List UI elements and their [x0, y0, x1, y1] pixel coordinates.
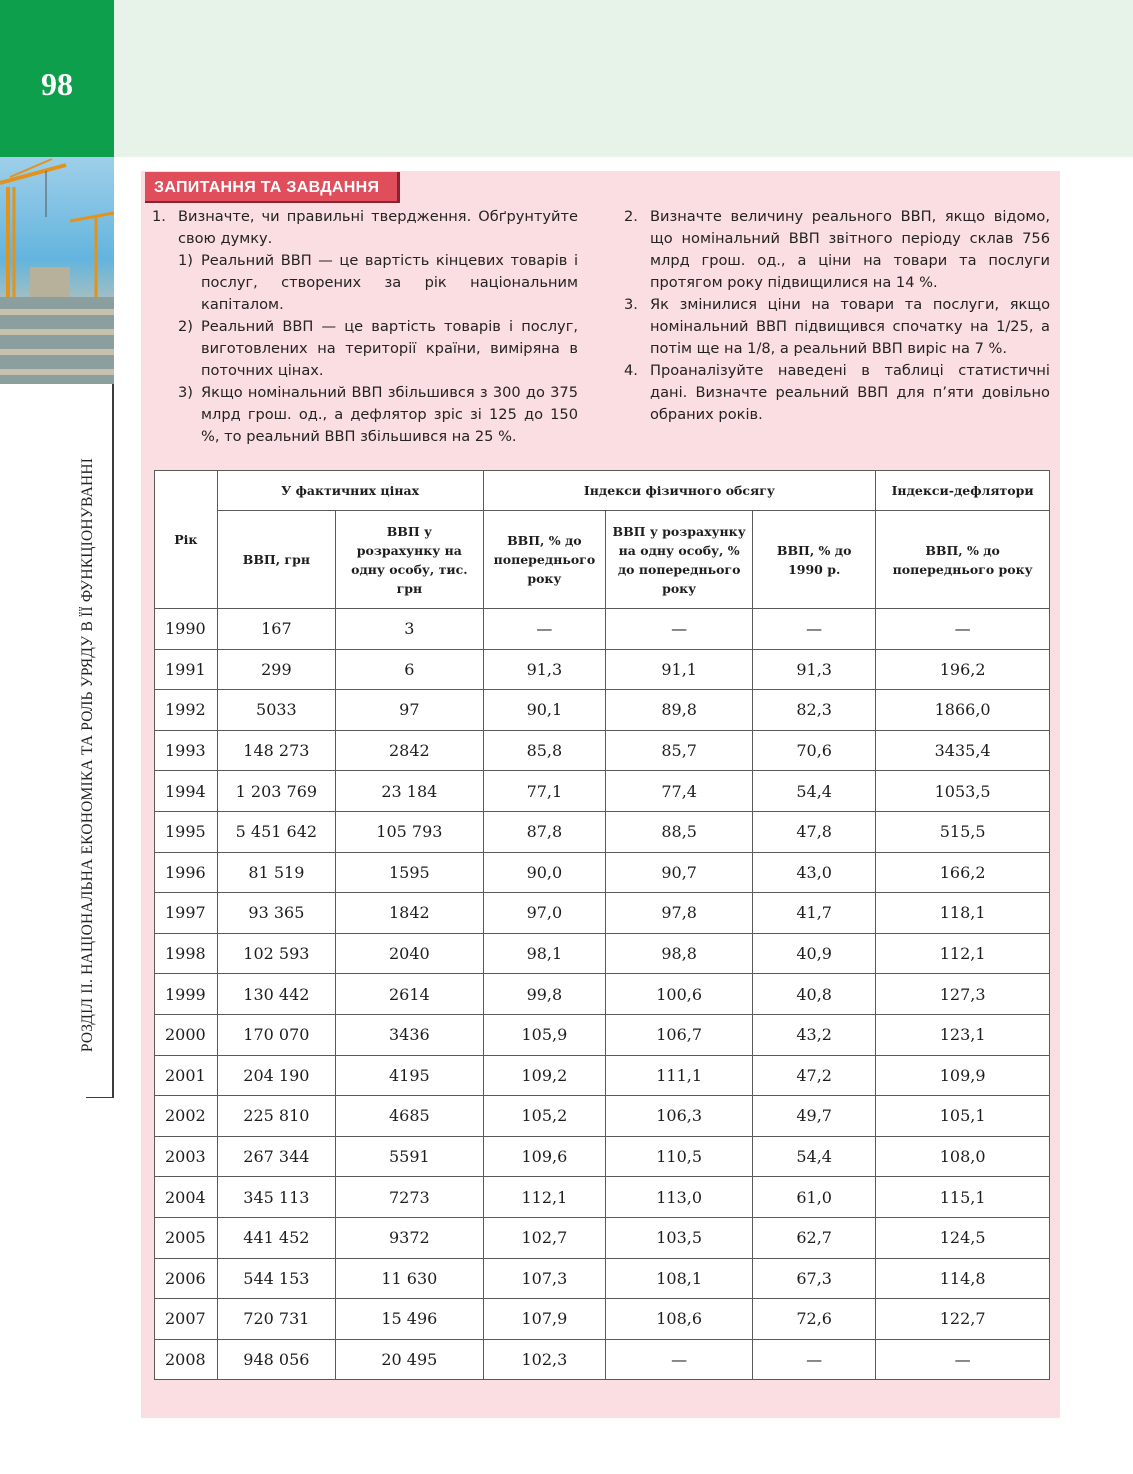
year-cell: 2005	[155, 1217, 218, 1258]
side-rule-foot	[86, 1097, 114, 1098]
statement-text: Реальний ВВП — це вартість кінцевих товарів і послуг, створених за рік національним капіталом.	[201, 252, 578, 313]
value-cell: 97,8	[606, 893, 753, 934]
statement-1	[150, 250, 578, 316]
value-cell: 267 344	[217, 1136, 335, 1177]
construction-photo	[0, 157, 114, 384]
year-cell: 1995	[155, 811, 218, 852]
statement-text: Реальний ВВП — це вартість товарів і послуг, виготовлених на території країни, виміряна в поточних цінах.	[201, 318, 578, 379]
year-cell: 2006	[155, 1258, 218, 1299]
value-cell: 7273	[336, 1177, 483, 1218]
value-cell: 5033	[217, 690, 335, 731]
value-cell: 115,1	[876, 1177, 1050, 1218]
value-cell: 3	[336, 609, 483, 650]
value-cell: 97,0	[483, 893, 606, 934]
question-4	[622, 360, 1050, 426]
value-cell: 105,9	[483, 1014, 606, 1055]
year-cell: 1999	[155, 974, 218, 1015]
group-header-actual-prices: У фактичних цінах	[217, 471, 483, 511]
value-cell: 87,8	[483, 811, 606, 852]
value-cell: 85,8	[483, 730, 606, 771]
value-cell: 108,0	[876, 1136, 1050, 1177]
question-number: 3.	[624, 296, 638, 313]
year-cell: 2004	[155, 1177, 218, 1218]
table-row	[155, 974, 1050, 1015]
value-cell: —	[876, 609, 1050, 650]
value-cell: 110,5	[606, 1136, 753, 1177]
page-number-box	[0, 0, 114, 157]
value-cell: 91,3	[753, 649, 876, 690]
value-cell: 41,7	[753, 893, 876, 934]
value-cell: 98,1	[483, 933, 606, 974]
table-row	[155, 1014, 1050, 1055]
question-number: 2.	[624, 208, 638, 225]
value-cell: —	[753, 1339, 876, 1380]
statement-3	[150, 382, 578, 448]
col-header-gdp-prev-year: ВВП, % до попереднього року	[483, 511, 606, 609]
value-cell: 77,1	[483, 771, 606, 812]
year-cell: 1997	[155, 893, 218, 934]
value-cell: 109,9	[876, 1055, 1050, 1096]
header-band	[114, 0, 1133, 157]
table-row	[155, 1258, 1050, 1299]
value-cell: —	[483, 609, 606, 650]
value-cell: 43,2	[753, 1014, 876, 1055]
year-cell: 1996	[155, 852, 218, 893]
value-cell: 1 203 769	[217, 771, 335, 812]
value-cell: 105 793	[336, 811, 483, 852]
value-cell: 948 056	[217, 1339, 335, 1380]
table-row	[155, 893, 1050, 934]
value-cell: 9372	[336, 1217, 483, 1258]
value-cell: 89,8	[606, 690, 753, 731]
value-cell: 105,1	[876, 1096, 1050, 1137]
value-cell: 166,2	[876, 852, 1050, 893]
value-cell: 47,2	[753, 1055, 876, 1096]
value-cell: 105,2	[483, 1096, 606, 1137]
question-number: 1.	[152, 208, 166, 225]
value-cell: 112,1	[876, 933, 1050, 974]
value-cell: 43,0	[753, 852, 876, 893]
value-cell: 2614	[336, 974, 483, 1015]
value-cell: 123,1	[876, 1014, 1050, 1055]
value-cell: 167	[217, 609, 335, 650]
value-cell: 108,6	[606, 1299, 753, 1340]
table-row	[155, 1096, 1050, 1137]
statement-2	[150, 316, 578, 382]
year-cell: 2002	[155, 1096, 218, 1137]
value-cell: 1595	[336, 852, 483, 893]
value-cell: 113,0	[606, 1177, 753, 1218]
value-cell: 4195	[336, 1055, 483, 1096]
question-3	[622, 294, 1050, 360]
construction-crane-image	[0, 157, 114, 384]
table-row	[155, 1136, 1050, 1177]
question-text: Визначте величину реального ВВП, якщо відомо, що номінальний ВВП звітного періоду склав 756 млрд грош. од., а ціни на товари та послуги протягом року підвищилися на 14 %.	[650, 208, 1050, 291]
year-cell: 1991	[155, 649, 218, 690]
value-cell: 1842	[336, 893, 483, 934]
questions-right-column	[622, 206, 1050, 426]
value-cell: 5 451 642	[217, 811, 335, 852]
questions-heading: ЗАПИТАННЯ ТА ЗАВДАННЯ	[145, 172, 400, 203]
col-header-gdp-uah: ВВП, грн	[217, 511, 335, 609]
value-cell: 1866,0	[876, 690, 1050, 731]
value-cell: 225 810	[217, 1096, 335, 1137]
value-cell: 62,7	[753, 1217, 876, 1258]
col-header-gdp-1990: ВВП, % до 1990 р.	[753, 511, 876, 609]
table-row	[155, 771, 1050, 812]
year-cell: 1998	[155, 933, 218, 974]
value-cell: 114,8	[876, 1258, 1050, 1299]
value-cell: 61,0	[753, 1177, 876, 1218]
value-cell: 102 593	[217, 933, 335, 974]
question-number: 4.	[624, 362, 638, 379]
value-cell: 112,1	[483, 1177, 606, 1218]
value-cell: —	[606, 609, 753, 650]
value-cell: 88,5	[606, 811, 753, 852]
year-cell: 1990	[155, 609, 218, 650]
value-cell: 40,9	[753, 933, 876, 974]
value-cell: 106,3	[606, 1096, 753, 1137]
year-cell: 2008	[155, 1339, 218, 1380]
table-row	[155, 1177, 1050, 1218]
value-cell: 5591	[336, 1136, 483, 1177]
questions-left-column	[150, 206, 578, 448]
value-cell: 124,5	[876, 1217, 1050, 1258]
value-cell: 106,7	[606, 1014, 753, 1055]
value-cell: 109,2	[483, 1055, 606, 1096]
table-row	[155, 1217, 1050, 1258]
question-1	[150, 206, 578, 250]
year-cell: 1994	[155, 771, 218, 812]
value-cell: 2842	[336, 730, 483, 771]
value-cell: 97	[336, 690, 483, 731]
page-number: 98	[41, 66, 73, 102]
question-text: Визначте, чи правильні твердження. Обґрунтуйте свою думку.	[178, 208, 578, 247]
value-cell: 99,8	[483, 974, 606, 1015]
question-text: Як змінилися ціни на товари та послуги, якщо номінальний ВВП підвищився спочатку на 1/25, а потім ще на 1/8, а реальний ВВП виріс на 7 %.	[650, 296, 1050, 357]
statement-number: 3)	[178, 384, 193, 401]
table-row	[155, 730, 1050, 771]
value-cell: 1053,5	[876, 771, 1050, 812]
value-cell: 20 495	[336, 1339, 483, 1380]
value-cell: —	[753, 609, 876, 650]
value-cell: 81 519	[217, 852, 335, 893]
value-cell: 118,1	[876, 893, 1050, 934]
value-cell: 49,7	[753, 1096, 876, 1137]
value-cell: 204 190	[217, 1055, 335, 1096]
value-cell: 111,1	[606, 1055, 753, 1096]
table-row	[155, 852, 1050, 893]
table-row	[155, 811, 1050, 852]
value-cell: 72,6	[753, 1299, 876, 1340]
statement-text: Якщо номінальний ВВП збільшився з 300 до 375 млрд грош. од., а дефлятор зріс зі 125 до 150 %, то реальний ВВП збільшився на 25 %.	[201, 384, 578, 445]
value-cell: 720 731	[217, 1299, 335, 1340]
value-cell: 130 442	[217, 974, 335, 1015]
value-cell: 103,5	[606, 1217, 753, 1258]
col-header-deflator-prev-year: ВВП, % до попереднього року	[876, 511, 1050, 609]
value-cell: 40,8	[753, 974, 876, 1015]
year-cell: 2001	[155, 1055, 218, 1096]
value-cell: 170 070	[217, 1014, 335, 1055]
value-cell: 345 113	[217, 1177, 335, 1218]
value-cell: 54,4	[753, 771, 876, 812]
table-body	[155, 609, 1050, 1380]
question-text: Проаналізуйте наведені в таблиці статистичні дані. Визначте реальний ВВП для п’яти довільно обраних років.	[650, 362, 1050, 423]
value-cell: 122,7	[876, 1299, 1050, 1340]
value-cell: 107,3	[483, 1258, 606, 1299]
value-cell: 196,2	[876, 649, 1050, 690]
table-row	[155, 933, 1050, 974]
value-cell: 90,0	[483, 852, 606, 893]
value-cell: 107,9	[483, 1299, 606, 1340]
value-cell: 23 184	[336, 771, 483, 812]
value-cell: 102,7	[483, 1217, 606, 1258]
col-header-year: Рік	[155, 471, 218, 609]
value-cell: 3436	[336, 1014, 483, 1055]
value-cell: 90,1	[483, 690, 606, 731]
value-cell: 108,1	[606, 1258, 753, 1299]
value-cell: 91,1	[606, 649, 753, 690]
value-cell: 15 496	[336, 1299, 483, 1340]
value-cell: 98,8	[606, 933, 753, 974]
value-cell: 47,8	[753, 811, 876, 852]
year-cell: 1993	[155, 730, 218, 771]
gdp-statistics-table	[154, 470, 1050, 1380]
value-cell: 70,6	[753, 730, 876, 771]
value-cell: 67,3	[753, 1258, 876, 1299]
value-cell: 77,4	[606, 771, 753, 812]
year-cell: 2007	[155, 1299, 218, 1340]
section-title-vertical	[70, 430, 106, 1080]
value-cell: 90,7	[606, 852, 753, 893]
table-row	[155, 649, 1050, 690]
value-cell: 3435,4	[876, 730, 1050, 771]
value-cell: —	[876, 1339, 1050, 1380]
value-cell: 93 365	[217, 893, 335, 934]
value-cell: 127,3	[876, 974, 1050, 1015]
year-cell: 2000	[155, 1014, 218, 1055]
value-cell: 4685	[336, 1096, 483, 1137]
value-cell: 299	[217, 649, 335, 690]
value-cell: 6	[336, 649, 483, 690]
year-cell: 1992	[155, 690, 218, 731]
value-cell: 2040	[336, 933, 483, 974]
table-row	[155, 609, 1050, 650]
value-cell: 91,3	[483, 649, 606, 690]
value-cell: 544 153	[217, 1258, 335, 1299]
value-cell: 82,3	[753, 690, 876, 731]
group-header-physical-volume: Індекси фізичного обсягу	[483, 471, 876, 511]
value-cell: 85,7	[606, 730, 753, 771]
side-rule	[112, 384, 114, 1098]
value-cell: 102,3	[483, 1339, 606, 1380]
col-header-gdp-per-capita: ВВП у розрахунку на одну особу, тис. грн	[336, 511, 483, 609]
statement-number: 1)	[178, 252, 193, 269]
table-row	[155, 1339, 1050, 1380]
value-cell: 109,6	[483, 1136, 606, 1177]
value-cell: 11 630	[336, 1258, 483, 1299]
question-2	[622, 206, 1050, 294]
table-row	[155, 1055, 1050, 1096]
col-header-per-capita-prev-year: ВВП у розрахунку на одну особу, % до попереднього року	[606, 511, 753, 609]
statement-number: 2)	[178, 318, 193, 335]
table-row	[155, 690, 1050, 731]
year-cell: 2003	[155, 1136, 218, 1177]
table-row	[155, 1299, 1050, 1340]
value-cell: 54,4	[753, 1136, 876, 1177]
value-cell: 100,6	[606, 974, 753, 1015]
section-title-text: РОЗДІЛ ІІ. НАЦІОНАЛЬНА ЕКОНОМІКА ТА РОЛЬ УРЯДУ В ЇЇ ФУНКЦІОНУВАННІ	[79, 457, 96, 1053]
value-cell: 148 273	[217, 730, 335, 771]
value-cell: —	[606, 1339, 753, 1380]
group-header-deflators: Індекси-дефлятори	[876, 471, 1050, 511]
value-cell: 515,5	[876, 811, 1050, 852]
value-cell: 441 452	[217, 1217, 335, 1258]
